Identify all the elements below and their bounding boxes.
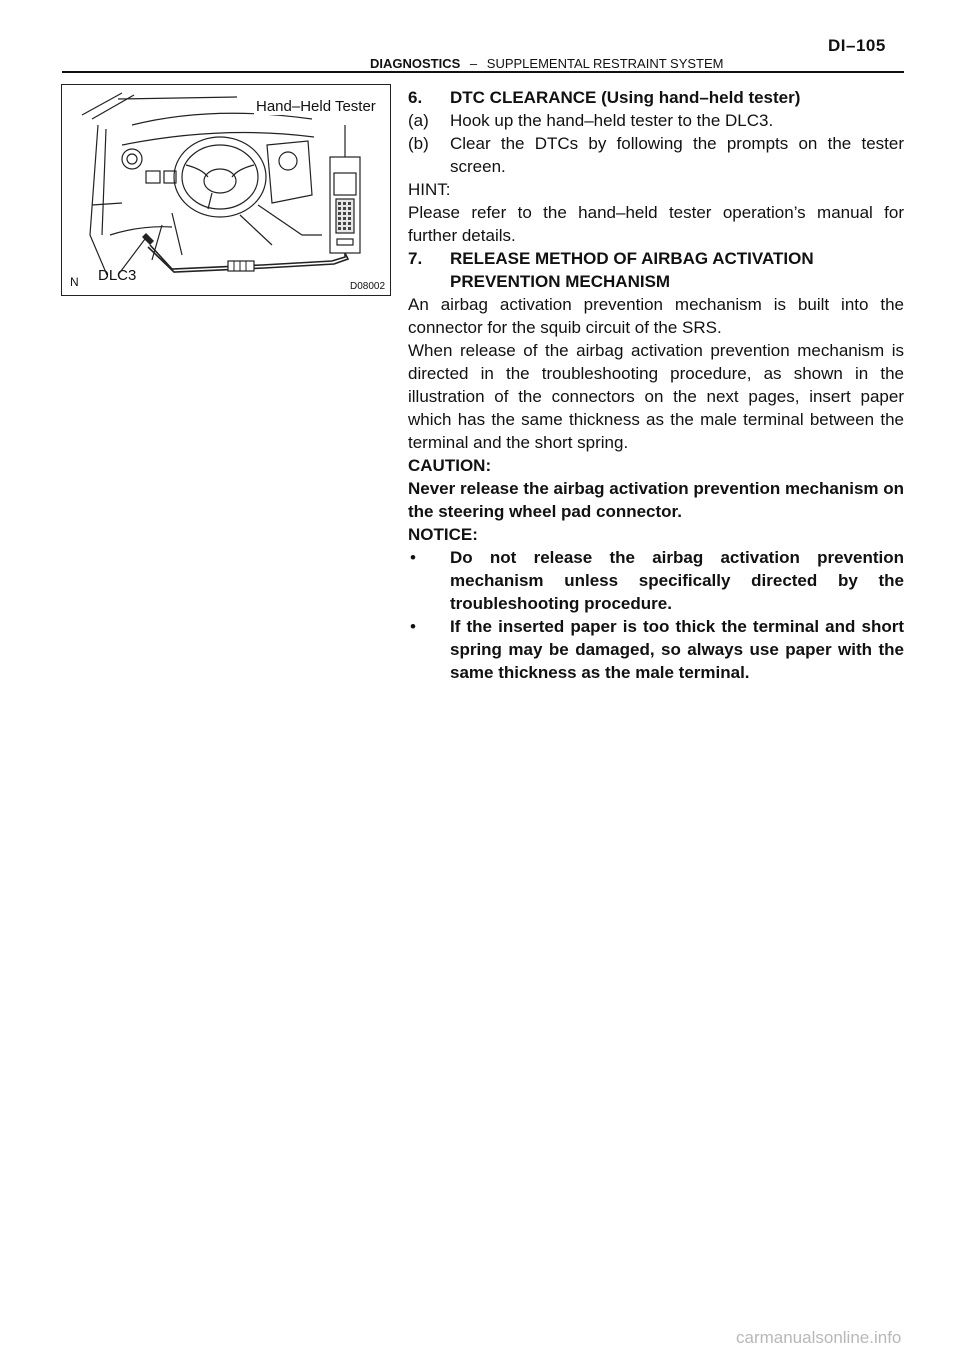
step7-heading [408,247,904,293]
section-title: DIAGNOSTICS [370,56,461,71]
step6a-label: (a) [408,111,429,130]
step6-heading [408,86,904,109]
watermark: carmanualsonline.info [736,1328,902,1347]
hint-label: HINT: [408,180,451,199]
step6a [408,109,904,132]
bullet-icon: • [410,548,416,567]
notice-item-text: If the inserted paper is too thick the terminal and short spring may be damaged, so always use paper with the same thickness as the male terminal. [450,617,904,682]
dashboard-drawing [62,85,391,296]
procedure-text [408,86,904,684]
step6b [408,132,904,178]
hint-text: Please refer to the hand–held tester operation’s manual for further details. [408,203,904,245]
dashboard-illustration [61,84,391,296]
step7-paragraph-1: An airbag activation prevention mechanism is built into the connector for the squib circuit of the SRS. [408,295,904,337]
caution-label: CAUTION: [408,456,492,475]
bullet-icon: • [410,617,416,636]
page-number: DI–105 [828,36,886,55]
notice-item-text: Do not release the airbag activation prevention mechanism unless specifically directed by the troubleshooting procedure. [450,548,904,613]
step7-title: RELEASE METHOD OF AIRBAG ACTIVATION PREVENTION MECHANISM [450,249,814,291]
figure-code: D08002 [350,281,386,292]
notice-item [408,546,904,615]
step6a-text: Hook up the hand–held tester to the DLC3. [450,111,774,130]
section-separator: – [469,56,478,71]
figure-n-mark: N [70,275,79,289]
tester-label: Hand–Held Tester [256,98,376,115]
step6-title: DTC CLEARANCE (Using hand–held tester) [450,88,801,107]
step6b-label: (b) [408,134,429,153]
notice-label: NOTICE: [408,525,478,544]
dlc3-label: DLC3 [98,267,137,284]
step7-number: 7. [408,249,423,268]
step6b-text: Clear the DTCs by following the prompts on the tester screen. [450,134,904,176]
notice-item [408,615,904,684]
section-header [370,56,723,71]
step6-number: 6. [408,88,423,107]
subsection-title: SUPPLEMENTAL RESTRAINT SYSTEM [486,56,724,71]
step7-paragraph-2: When release of the airbag activation prevention mechanism is directed in the troubleshooting procedure, as shown in the illustration of the connectors on the next pages, insert paper which has the same thickness as the male terminal between the terminal and the short spring. [408,341,904,452]
caution-text: Never release the airbag activation prevention mechanism on the steering wheel pad connector. [408,479,905,521]
header-rule [62,71,904,73]
